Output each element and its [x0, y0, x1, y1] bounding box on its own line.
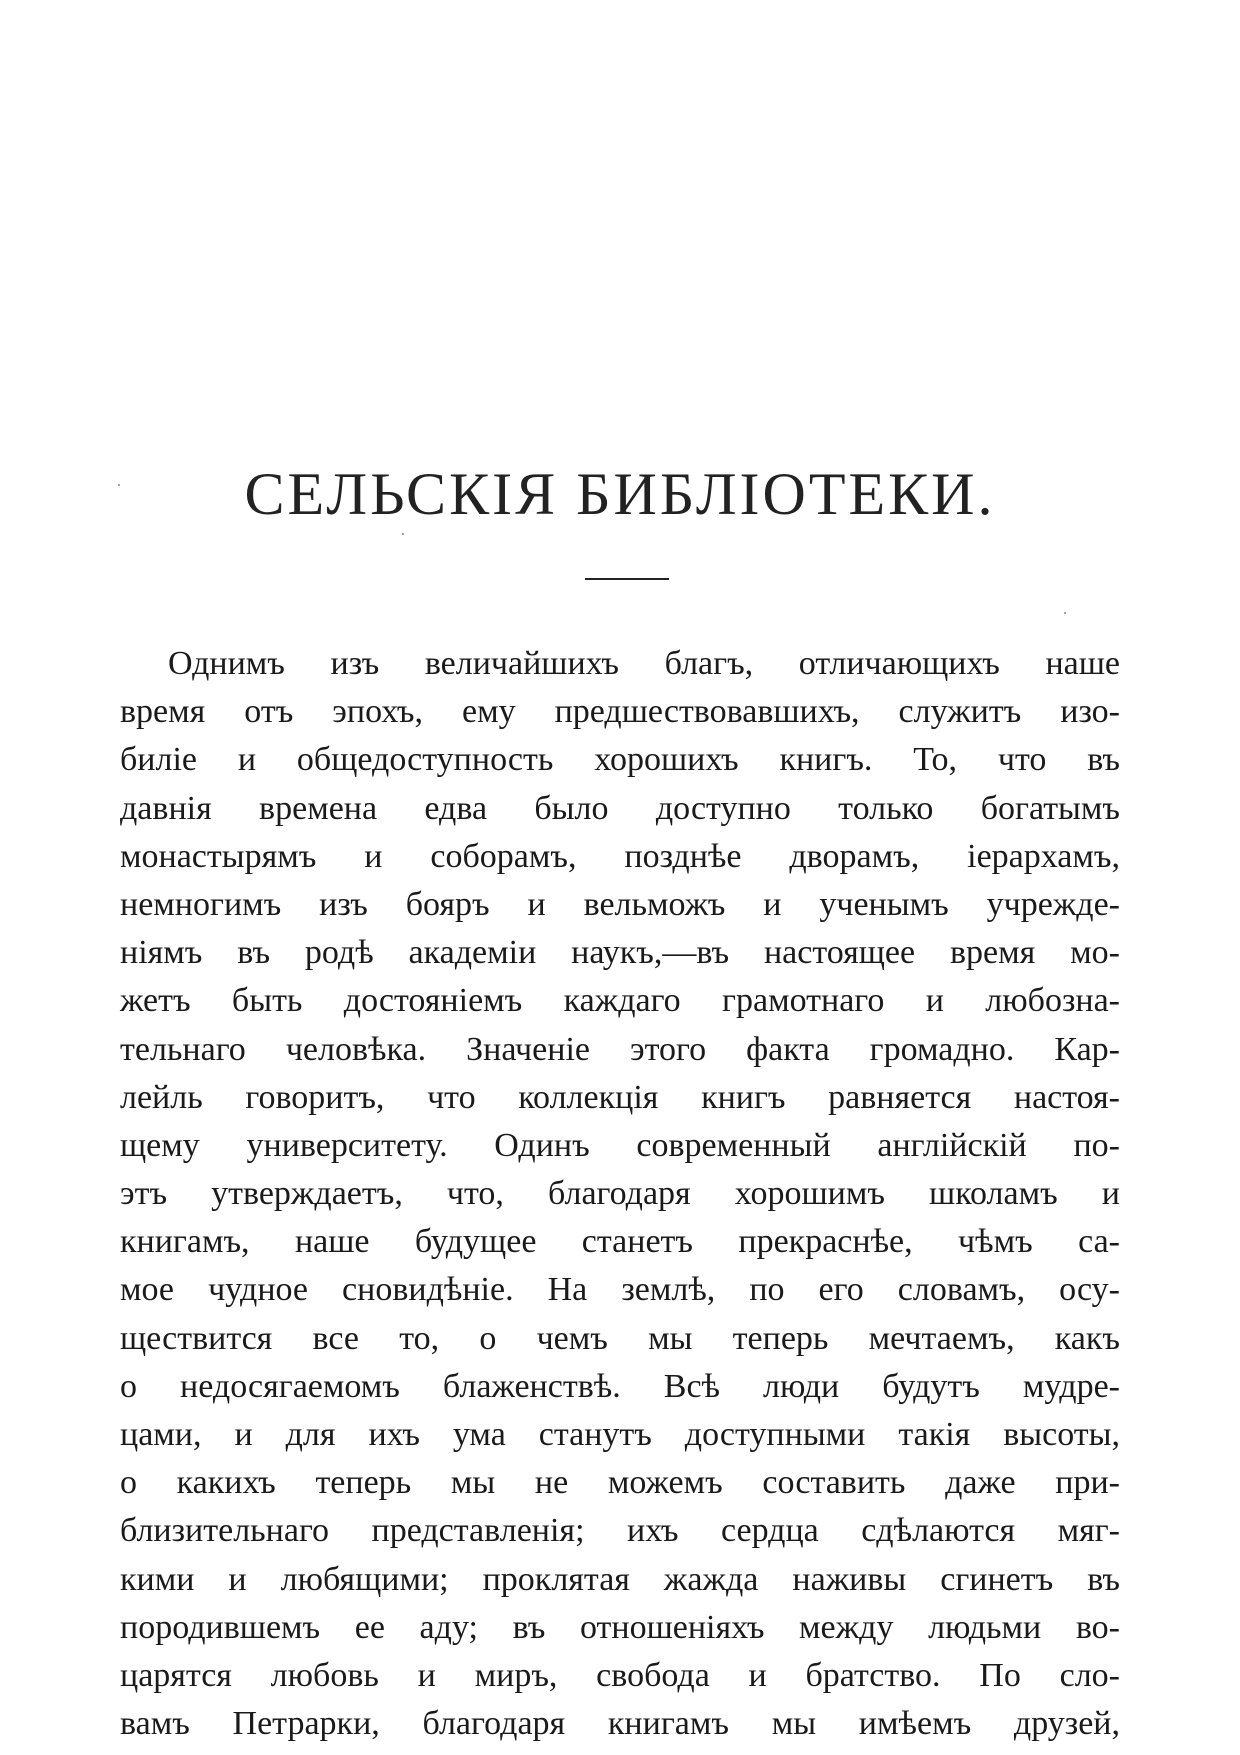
text-line: кими и любящими; проклятая жажда наживы сгинетъ въ — [120, 1560, 1120, 1598]
title-divider — [585, 578, 669, 580]
text-line: вамъ Петрарки, благодаря книгамъ мы имѣемъ друзей, — [120, 1705, 1120, 1743]
text-line: близительнаго представленія; ихъ сердца сдѣлаются мяг- — [120, 1512, 1120, 1550]
text-line: щему университету. Одинъ современный англійскій по- — [120, 1126, 1120, 1164]
text-line: книгамъ, наше будущее станетъ прекраснѣе, чѣмъ са- — [120, 1223, 1120, 1261]
chapter-title: СЕЛЬСКІЯ БИБЛІОТЕКИ. — [244, 461, 996, 527]
text-line: цами, и для ихъ ума станутъ доступными такія высоты, — [120, 1416, 1120, 1453]
text-line: тельнаго человѣка. Значеніе этого факта громадно. Кар- — [120, 1030, 1120, 1068]
text-line: ніямъ въ родѣ академіи наукъ,—въ настоящее время мо- — [120, 934, 1120, 972]
text-line: о недосягаемомъ блаженствѣ. Всѣ люди будутъ мудре- — [120, 1367, 1120, 1405]
text-line: этъ утверждаетъ, что, благодаря хорошимъ школамъ и — [120, 1175, 1120, 1213]
text-line: царятся любовь и миръ, свобода и братство. По сло- — [120, 1656, 1120, 1694]
text-line: Однимъ изъ величайшихъ благъ, отличающихъ наше — [168, 645, 1120, 682]
scan-speck — [402, 533, 404, 535]
text-line: мое чудное сновидѣніе. На землѣ, по его словамъ, осу- — [120, 1271, 1120, 1309]
text-line: жетъ быть достояніемъ каждаго грамотнаго и любозна- — [120, 982, 1120, 1020]
text-line: давнія времена едва было доступно только богатымъ — [120, 789, 1120, 827]
text-line: биліе и общедоступность хорошихъ книгъ. То, что въ — [120, 741, 1120, 779]
text-line: о какихъ теперь мы не можемъ составить даже при- — [120, 1464, 1120, 1502]
text-line: время отъ эпохъ, ему предшествовавшихъ, служитъ изо- — [120, 693, 1120, 731]
text-line: монастырямъ и соборамъ, позднѣе дворамъ, іерархамъ, — [120, 837, 1120, 875]
text-line: породившемъ ее аду; въ отношеніяхъ между людьми во- — [120, 1608, 1120, 1646]
text-line: немногимъ изъ бояръ и вельможъ и ученымъ учрежде- — [120, 885, 1120, 923]
body-paragraph — [120, 640, 1120, 1748]
scan-speck — [1064, 612, 1066, 614]
text-line: лейль говоритъ, что коллекція книгъ равняется настоя- — [120, 1078, 1120, 1116]
scan-speck — [118, 484, 120, 486]
text-line: ществится все то, о чемъ мы теперь мечтаемъ, какъ — [120, 1319, 1120, 1357]
